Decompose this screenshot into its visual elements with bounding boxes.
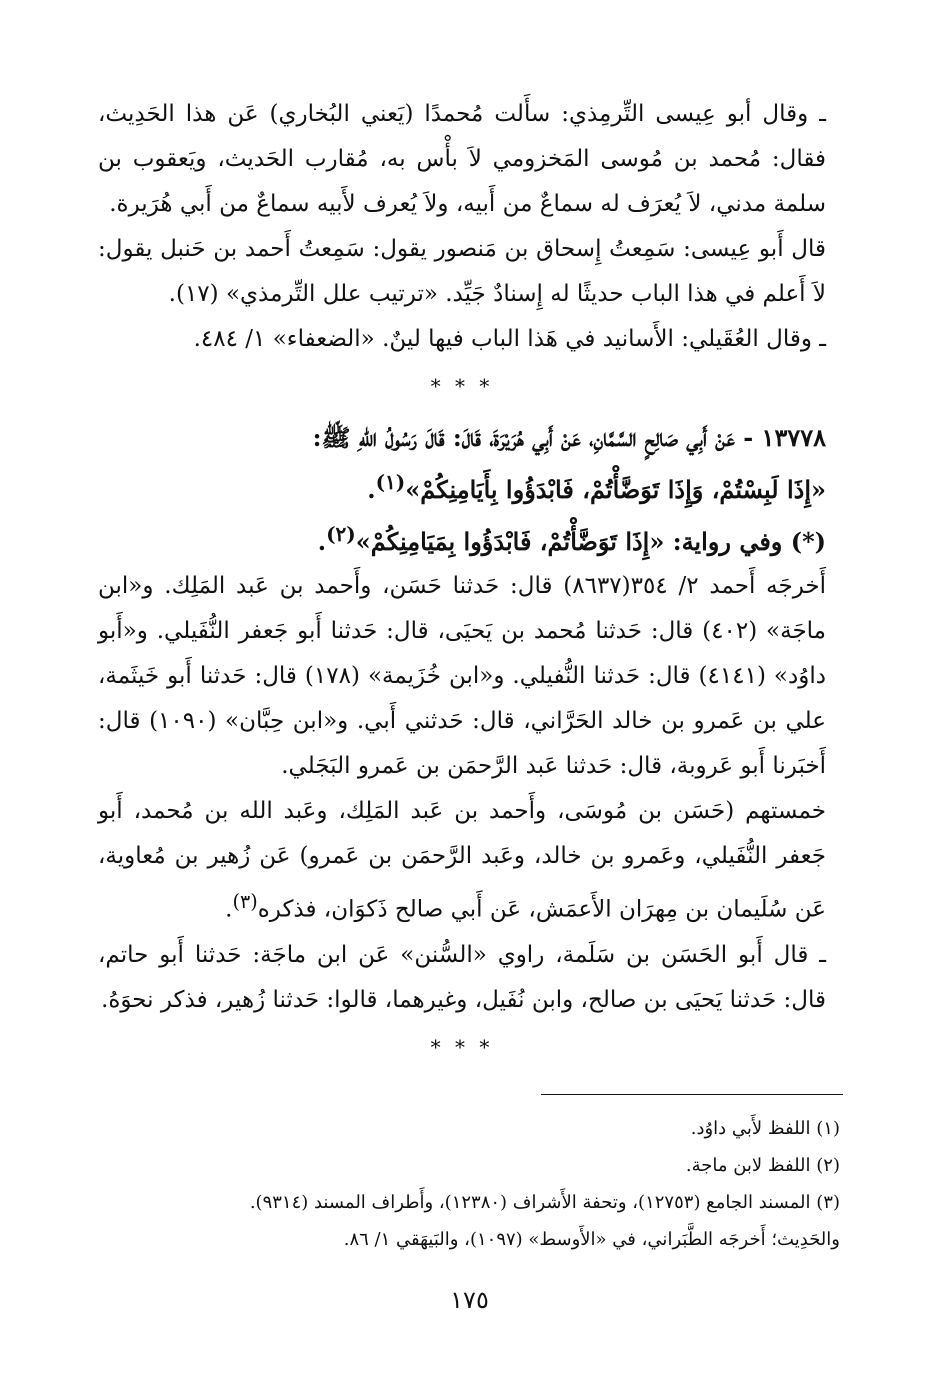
footnote-2: (٢) اللفظ لابن ماجة. [685, 1155, 840, 1176]
paragraph-abu-alhasan: ـ قال أَبو الحَسَن بن سَلَمة، راوي «السُّنن» عَن ابن ماجَة: حَدثنا أَبو حاتم، قال: حَدثنا يَحيَى بن صالح، وابن نُفَيل، وغيرهما، قالوا: حَدثنا زُهير، فذكر نحوَهُ. [98, 941, 826, 1013]
footnote-ref-1: (١) [375, 470, 406, 494]
footnote-ref-2: (٢) [326, 522, 356, 546]
footnote-ref-3: (٣) [232, 890, 258, 913]
hadith-text-end: . [367, 475, 376, 504]
section-separator: * * * [430, 1034, 494, 1059]
paragraph-takhrij: أَخرجَه أَحمد ٢/ ٣٥٤(٨٦٣٧) قال: حَدثنا حَسَن، وأَحمد بن عَبد المَلِك. و«ابن ماجَة» (٤٠٢) قال: حَدثنا مُحمد بن يَحيَى، قال: حَدثنا أَبو جَعفر النُّفَيلي. و«أَبو داوُد» (٤١٤١) قال: حَدثنا النُّفيلي. و«ابن خُزَيمة» (١٧٨) قال: حَدثنا أَبو خَيثَمة، علي بن عَمرو بن خالد الحَرَّاني، قال: حَدثني أَبي. و«ابن حِبَّان» (١٠٩٠) قال: أَخبَرنا أَبو عَروبة، قال: حَدثنا عَبد الرَّحمَن بن عَمرو البَجَلي. [98, 573, 827, 779]
khamsatuhum-body: خمستهم (حَسَن بن مُوسَى، وأَحمد بن عَبد المَلِك، وعَبد الله بن مُحمد، أَبو جَعفر النُّفَيلي، وعَمرو بن خالد، وعَبد الرَّحمَن بن عَمرو) عَن زُهير بن مُعاوية، عَن سُلَيمان بن مِهرَان الأَعمَش، عَن أَبي صالح ذَكوَان، فذكره [98, 798, 826, 923]
footnote-3: (٣) المسند الجامع (١٢٧٥٣)، وتحفة الأَشراف (١٢٣٨٠)، وأَطراف المسند (٩٣١٤). [249, 1192, 840, 1213]
footnote-divider [541, 1094, 843, 1095]
hadith-variant [98, 512, 826, 564]
footnote-3-continued: والحَدِيث؛ أَخرجَه الطَّبَراني، في «الأَوسط» (١٠٩٧)، والبَيهَقي ١/ ٨٦. [343, 1229, 840, 1250]
hadith-text-body: «إِذَا لَبِسْتُمْ، وَإِذَا تَوَضَّأْتُمْ، فَابْدَؤُوا بِأَيَامِنِكُمْ» [405, 475, 826, 504]
main-text [98, 92, 826, 1076]
section-separator: * * * [430, 374, 494, 398]
hadith-variant-body: (*) وفي رواية: «إِذَا تَوَضَّأْتُمْ، فَابْدَؤُوا بِمَيَامِنِكُمْ» [355, 527, 826, 556]
hadith-text [98, 460, 826, 512]
page-number: ١٧٥ [450, 1286, 489, 1314]
footnotes [180, 1110, 840, 1258]
paragraph-uqayli: ـ وقال العُقَيلي: الأَسانيد في هَذا الباب فيها لينٌ. «الضعفاء» ١/ ٤٨٤. [193, 326, 826, 352]
paragraph-tirmidhi-bukhari: ـ وقال أبو عِيسى التِّرمِذي: سأَلت مُحمدًا (يَعني البُخاري) عَن هذا الحَدِيث، فقال: مُحمد بن مُوسى المَخزومي لاَ بأْس به، مُقارب الحَديث، ويَعقوب بن سلمة مدني، لاَ يُعرَف له سماعٌ من أَبيه، ولاَ يُعرف لأَبيه سماعٌ من أَبي هُرَيرة. [98, 101, 826, 217]
paragraph-abu-isa: قال أَبو عِيسى: سَمِعتُ إِسحاق بن مَنصور يقول: سَمِعتُ أَحمد بن حَنبل يقول: لاَ أَعلم في هذا الباب حديثًا له إِسنادٌ جَيِّد. «ترتيب علل التِّرمذي» (١٧). [98, 236, 826, 307]
footnote-1: (١) اللفظ لأَبي داوُد. [690, 1118, 840, 1139]
hadith-variant-end: . [317, 527, 327, 556]
khamsatuhum-end: . [225, 896, 233, 923]
paragraph-khamsatuhum [98, 789, 826, 933]
hadith-intro: ١٣٧٧٨ - عَنْ أَبِي صَالِحٍ السَّمَّانِ، عَنْ أَبِي هُرَيْرَةَ، قَالَ: قَالَ رَسُولُ اللهِ ﷺ: [312, 423, 826, 452]
